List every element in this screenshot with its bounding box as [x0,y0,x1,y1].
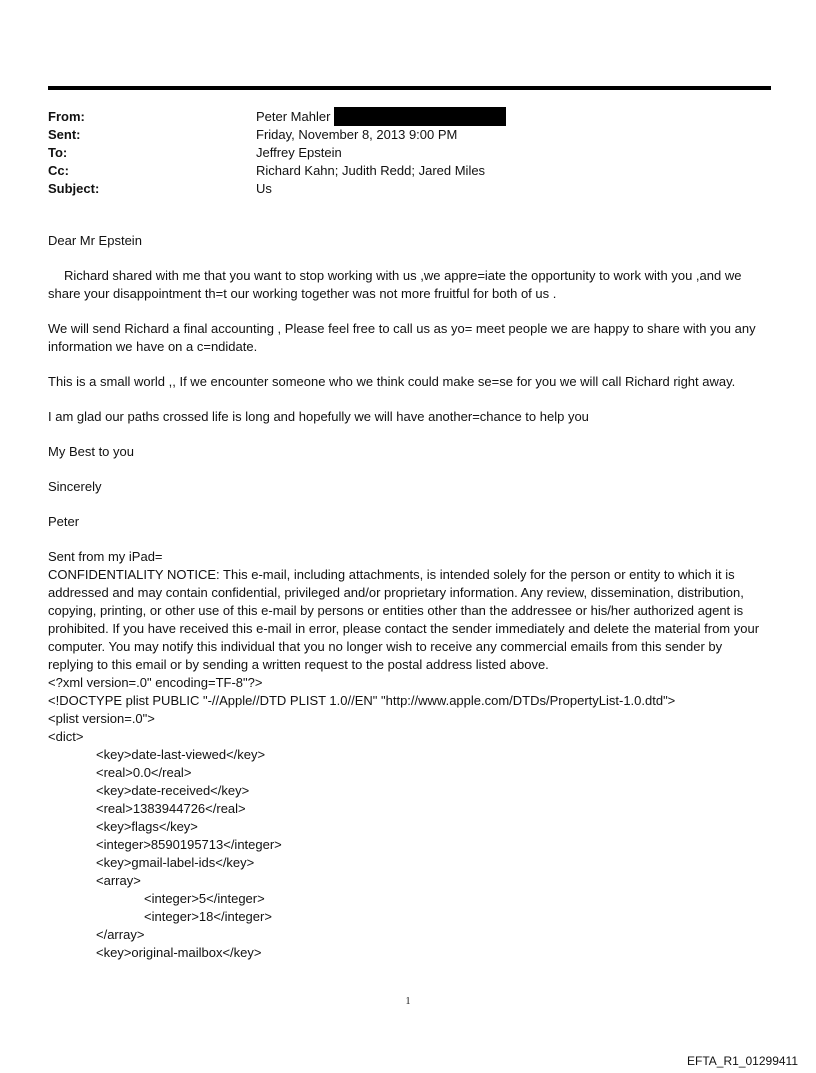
xml-line: <array> [96,873,141,888]
confidentiality-notice: CONFIDENTIALITY NOTICE: This e-mail, including attachments, is intended solely for the person or entity to which it is addressed and may contain confidential, privileged and/or proprietary information. Any review, dissemination, distribution, copying, printing, or other use of this e-mail by persons or entities other than the addressee or his/her authorized agent is prohibited. If you have received this e-mail in error, please contact the sender immediately and delete the material from your computer. You may notify this individual that you no longer wish to receive any commercial emails from this sender by replying to this email or by sending a written request to the postal address listed above. [48,567,760,672]
subject-value: Us [256,180,272,196]
greeting: Dear Mr Epstein [48,233,142,248]
paragraph-2: We will send Richard a final accounting , Please feel free to call us as yo= meet people we are happy to share with you any information we have on a c=ndidate. [48,321,756,354]
from-label: From: [48,108,85,124]
xml-line: <integer>8590195713</integer> [96,837,282,852]
xml-line: <key>original-mailbox</key> [96,945,262,960]
header-rule [48,86,771,90]
signature: Peter [48,514,80,529]
email-body [48,232,771,962]
xml-line: <integer>18</integer> [144,909,272,924]
paragraph-3: This is a small world ,, If we encounter someone who we think could make se=se for you we will call Richard right away. [48,374,736,389]
paragraph-5: My Best to you [48,444,134,459]
page-number: 1 [405,996,411,1007]
xml-line: <?xml version=.0" encoding=TF-8"?> [48,675,263,690]
paragraph-4: I am glad our paths crossed life is long and hopefully we will have another=chance to help you [48,409,589,424]
from-row [48,107,771,125]
xml-line: <real>1383944726</real> [96,801,246,816]
paragraph-1: Richard shared with me that you want to stop working with us ,we appre=iate the opportunity to work with you ,and we share your disappointment th=t our working together was not more fruitful for both of us . [48,268,742,301]
xml-line: <key>date-last-viewed</key> [96,747,266,762]
sent-value: Friday, November 8, 2013 9:00 PM [256,126,458,142]
xml-line: <plist version=.0"> [48,711,155,726]
xml-line: <key>flags</key> [96,819,198,834]
redaction-box [334,107,506,126]
cc-label: Cc: [48,162,69,178]
document-id: EFTA_R1_01299411 [687,1054,798,1068]
xml-line: <real>0.0</real> [96,765,192,780]
xml-line: <key>gmail-label-ids</key> [96,855,255,870]
xml-metadata [48,674,771,962]
subject-label: Subject: [48,180,100,196]
email-header [48,107,771,197]
sent-row [48,125,771,143]
xml-line: <!DOCTYPE plist PUBLIC "-//Apple//DTD PLIST 1.0//EN" "http://www.apple.com/DTDs/PropertyList-1.0.dtd"> [48,693,676,708]
from-value: Peter Mahler [256,108,331,124]
cc-row [48,161,771,179]
xml-line: <dict> [48,729,84,744]
xml-line: <integer>5</integer> [144,891,265,906]
xml-line: </array> [96,927,145,942]
sent-from: Sent from my iPad= [48,549,163,564]
to-row [48,143,771,161]
to-value: Jeffrey Epstein [256,144,342,160]
paragraph-6: Sincerely [48,479,102,494]
xml-line: <key>date-received</key> [96,783,250,798]
to-label: To: [48,144,68,160]
sent-label: Sent: [48,126,81,142]
subject-row [48,179,771,197]
cc-value: Richard Kahn; Judith Redd; Jared Miles [256,162,486,178]
